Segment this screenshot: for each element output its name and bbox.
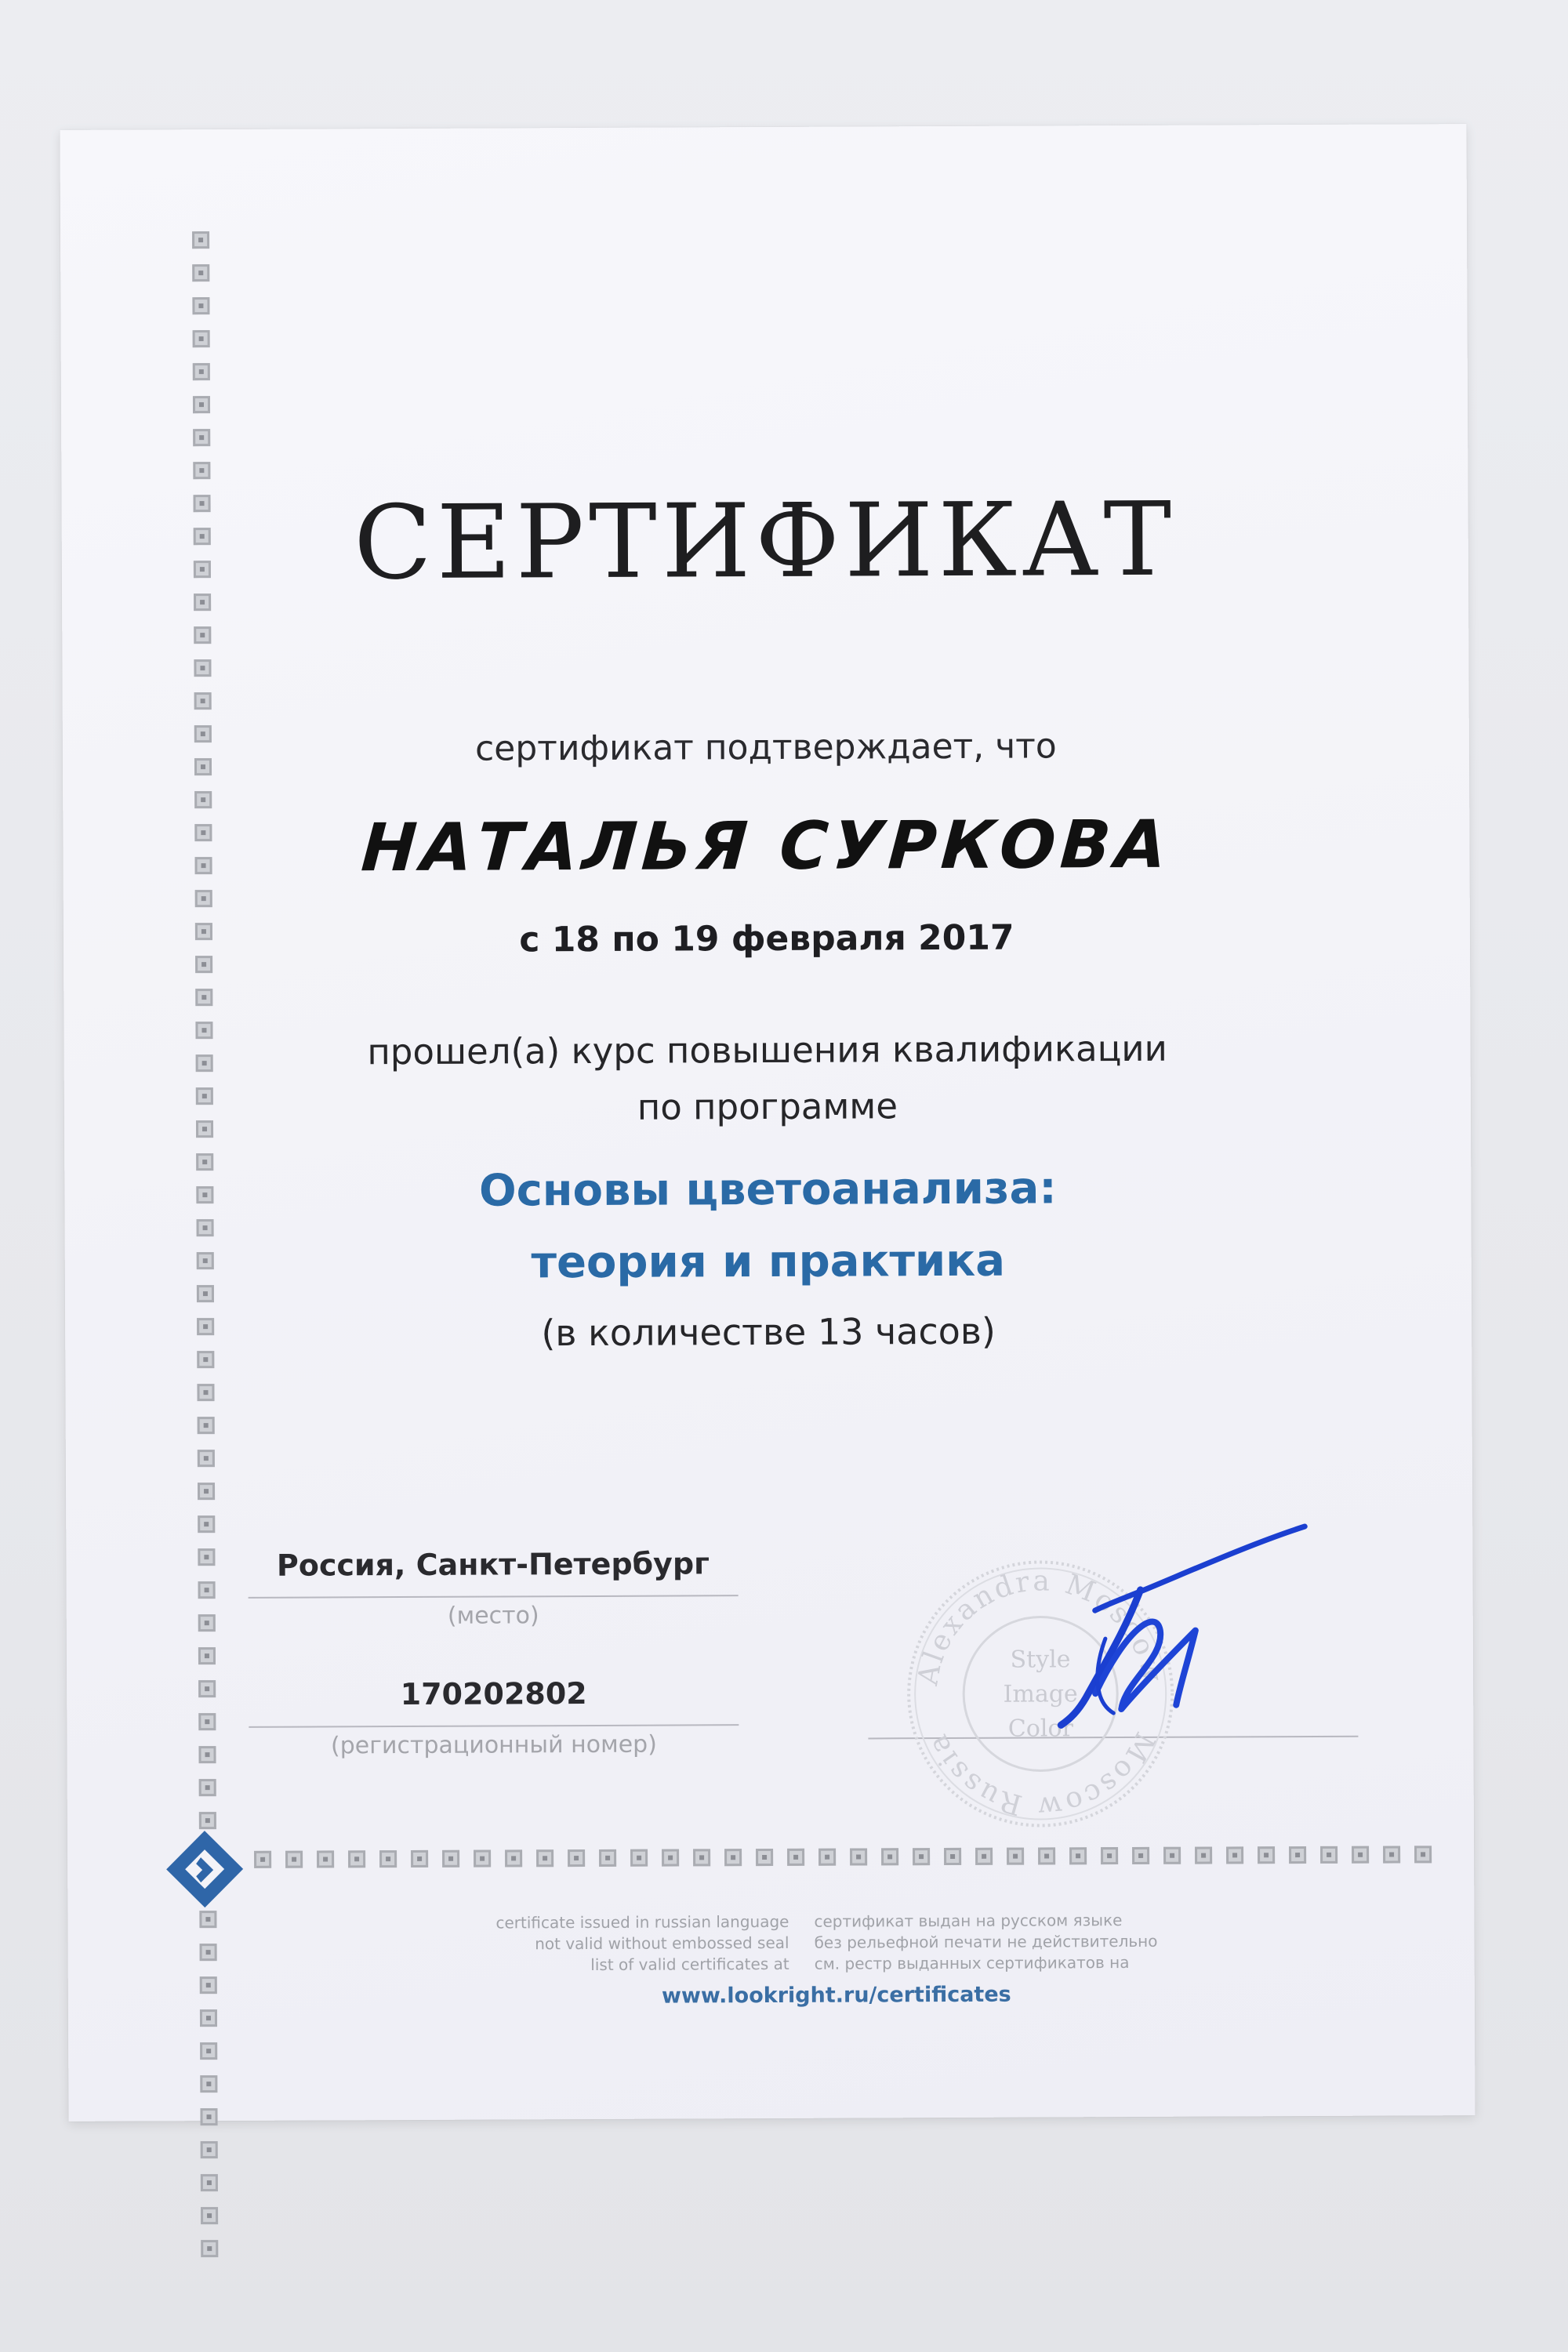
seal-center-line-2: Image [1003,1680,1078,1708]
footer-en-line-2: not valid without embossed seal [535,1933,789,1954]
registration-number: 170202802 [400,1676,587,1712]
registration-caption: (регистрационный номер) [330,1730,657,1760]
footer-ru-line-1: сертификат выдан на русском языке [814,1911,1123,1931]
place-value: Россия, Санкт-Петербург [276,1546,710,1583]
confirms-text: сертификат подтверждает, что [474,726,1057,769]
place-underline [249,1595,739,1599]
registration-underline [249,1724,739,1728]
footer-ru-line-3: см. рестр выданных сертификатов на [814,1952,1130,1973]
footer-en-line-3: list of valid certificates at [590,1954,789,1974]
certificate-title: СЕРТИФИКАТ [353,479,1177,603]
seal-ring-text-top: Alexandra Moscow [912,1565,1170,1688]
footer-ru-line-2: без рельефной печати не действительно [814,1931,1158,1952]
completed-text [64,1019,1471,1138]
footer-russian-note [814,1910,1174,1975]
completed-line-1: прошел(а) курс повышения квалификации [367,1027,1167,1073]
program-title [64,1151,1472,1301]
program-line-1: Основы цветоанализа: [478,1163,1057,1217]
seal-ring-text-bottom: Moscow Russia [920,1726,1161,1824]
recipient-name: НАТАЛЬЯ СУРКОВА [359,805,1174,887]
place-field [248,1546,738,1631]
registration-field [249,1675,739,1760]
bottom-decorative-strip [254,1846,1508,1871]
place-caption: (место) [447,1602,539,1630]
course-hours: (в количестве 13 часов) [541,1309,996,1355]
certificates-link[interactable]: www.lookright.ru/certificates [661,1982,1011,2009]
course-dates: с 18 по 19 февраля 2017 [519,917,1014,960]
footer-en-line-1: certificate issued in russian language [495,1911,789,1933]
footer-english-note [444,1911,789,1976]
certificate-sheet [60,124,1475,2122]
seal-center-line-3: Color [1007,1715,1073,1743]
signature-mark [1038,1512,1337,1765]
company-logo [162,1826,248,1912]
completed-line-2: по программе [637,1085,898,1128]
seal-center-line-1: Style [1010,1646,1071,1674]
program-line-2: теория и практика [531,1235,1006,1289]
